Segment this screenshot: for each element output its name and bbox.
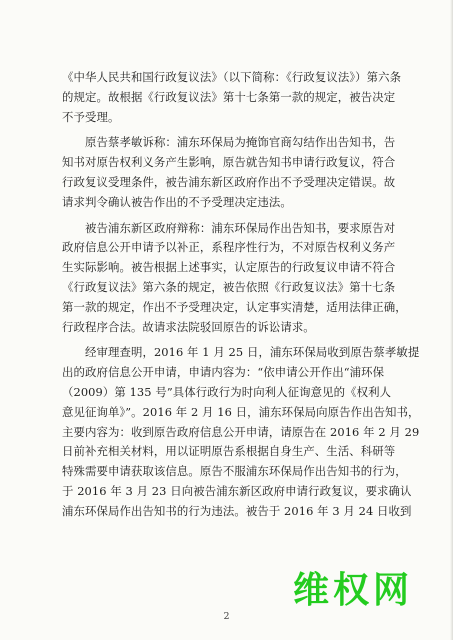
- watermark-logo: 维权网: [292, 570, 413, 611]
- paragraph-plaintiff-claim: [62, 133, 412, 212]
- text-line: 于 2016 年 3 月 23 日向被告浦东新区政府申请行政复议，要求确认: [62, 483, 412, 498]
- paragraph-defendant-argument: [62, 219, 412, 338]
- text-line: 浦东环保局作出告知书的行为违法。被告于 2016 年 3 月 24 日收到: [62, 503, 412, 518]
- text-line: 生实际影响。被告根据上述事实，认定原告的行政复议申请不符合: [62, 260, 396, 275]
- text-line: 意见征询单》”。2016 年 2 月 16 日，浦东环保局向原告作出告知书，: [62, 404, 420, 419]
- text-line: 日前补充相关材料，用以证明原告系根据自身生产、生活、科研等: [62, 444, 396, 459]
- text-line: 行政复议受理条件，被告浦东新区政府作出不予受理决定错误。故: [62, 174, 396, 189]
- paragraph-facts-found: [62, 343, 420, 521]
- text-line: 经审理查明，2016 年 1 月 25 日，浦东环保局收到原告蔡孝敏提: [85, 345, 420, 360]
- text-line: 特殊需要申请获取该信息。原告不服浦东环保局作出告知书的行为，: [62, 464, 407, 479]
- text-line: （2009）第 135 号”具体行政行为时向利人征询意见的《权利人: [62, 384, 392, 399]
- text-line: 被告浦东新区政府辩称：浦东环保局作出告知书，要求原告对: [85, 220, 396, 235]
- page-number: 2: [223, 611, 230, 622]
- text-line: 原告蔡孝敏诉称：浦东环保局为掩饰官商勾结作出告知书，告: [85, 135, 396, 150]
- text-line: 知书对原告权利义务产生影响，原告就告知书申请行政复议，符合: [62, 155, 396, 170]
- text-line: 《中华人民共和国行政复议法》（以下简称：《行政复议法》）第六条: [62, 70, 402, 84]
- text-line: 主要内容为：收到原告政府信息公开申请，请原告在 2016 年 2 月 29: [62, 424, 420, 439]
- paragraph-continuation: [62, 68, 412, 127]
- text-line: 《行政复议法》第六条的规定，被告依照《行政复议法》第十七条: [62, 279, 396, 294]
- document-body: [62, 68, 420, 528]
- text-line: 第一款的规定，作出不予受理决定，认定事实清楚，适用法律正确，: [62, 299, 407, 314]
- text-line: 政府信息公开申请予以补正，系程序性行为，不对原告权利义务产: [62, 240, 396, 255]
- text-line: 请求判令确认被告作出的不予受理决定违法。: [62, 194, 292, 209]
- text-line: 不予受理。: [62, 109, 120, 124]
- text-line: 出的政府信息公开申请，申请内容为：“依申请公开作出“浦环保: [62, 365, 385, 380]
- text-line: 的规定。故根据《行政复议法》第十七条第一款的规定，被告决定: [62, 89, 396, 104]
- text-line: 行政程序合法。故请求法院驳回原告的诉讼请求。: [62, 319, 315, 334]
